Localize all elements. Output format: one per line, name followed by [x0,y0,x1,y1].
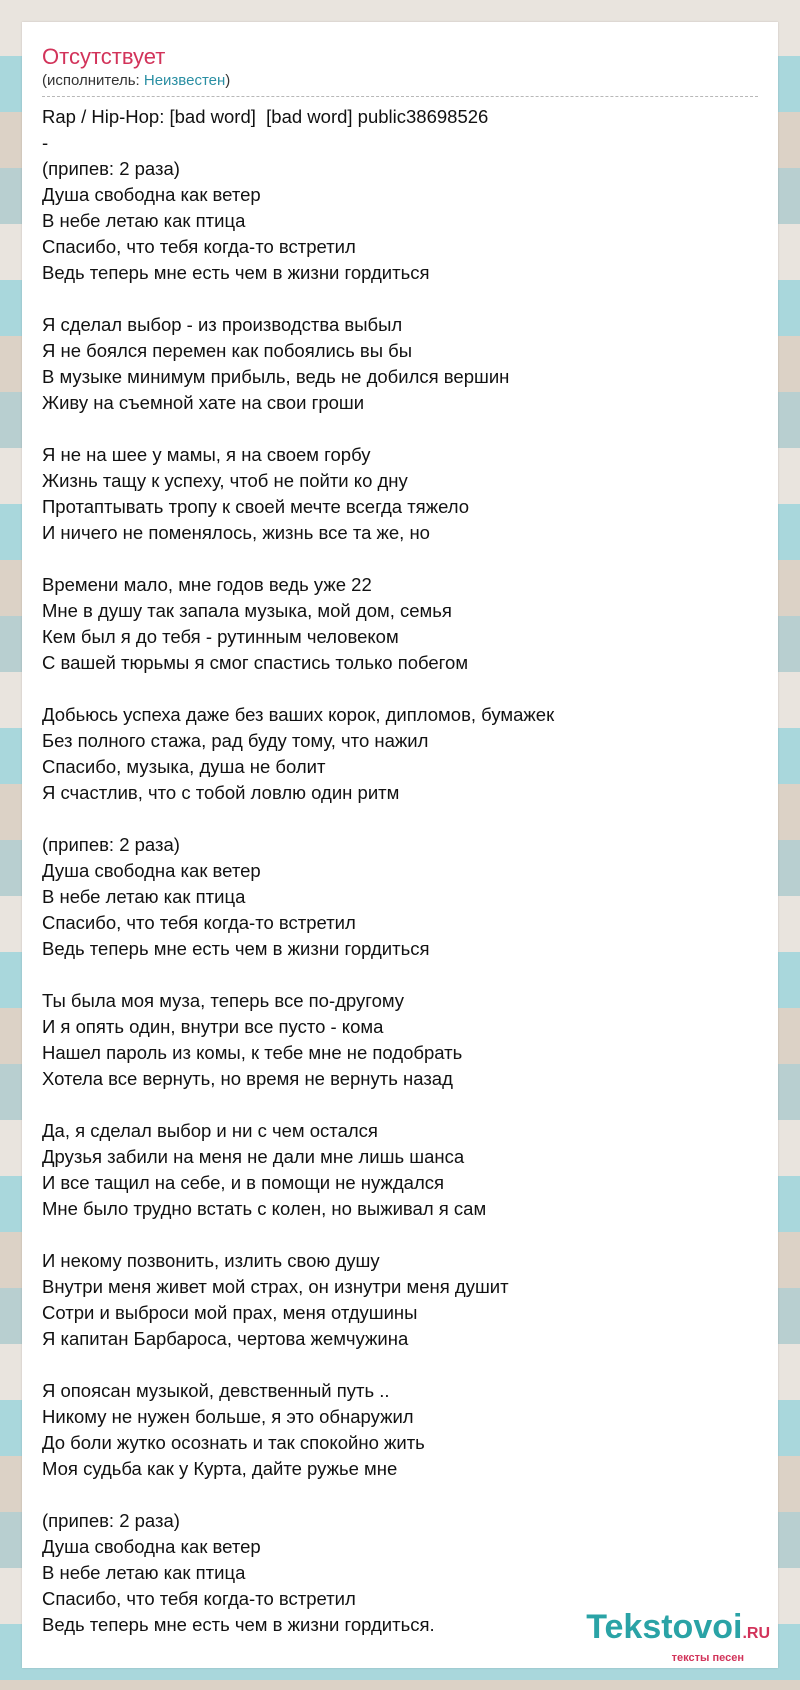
lyric-line: В небе летаю как птица [42,1562,246,1583]
lyric-line: Я сделал выбор - из производства выбыл [42,314,403,335]
lyric-line: Мне в душу так запала музыка, мой дом, семья [42,600,452,621]
lyric-line: Ведь теперь мне есть чем в жизни гордиться. [42,1614,435,1635]
stanza-break [42,286,758,312]
lyric-line: Живу на съемной хате на свои гроши [42,392,365,413]
lyric-line: Ты была моя муза, теперь все по-другому [42,990,405,1011]
byline-suffix: ) [225,72,231,89]
lyric-line: Внутри меня живет мой страх, он изнутри меня душит [42,1276,509,1297]
lyric-line: Нашел пароль из комы, к тебе мне не подобрать [42,1042,463,1063]
lyric-line: Кем был я до тебя - рутинным человеком [42,626,399,647]
lyric-line: В небе летаю как птица [42,210,246,231]
stanza-break [42,962,758,988]
lyric-line: В музыке минимум прибыль, ведь не добился вершин [42,366,510,387]
logo-tagline: тексты песен [671,1652,744,1664]
lyric-line: Спасибо, что тебя когда-то встретил [42,1588,356,1609]
lyric-line: Добьюсь успеха даже без ваших корок, дипломов, бумажек [42,704,555,725]
lyric-line: (припев: 2 раза) [42,1510,180,1531]
lyric-line: Да, я сделал выбор и ни с чем остался [42,1120,378,1141]
stanza-break [42,1222,758,1248]
site-logo[interactable] [586,1609,770,1664]
lyric-line: Протаптывать тропу к своей мечте всегда тяжело [42,496,470,517]
logo-name: Tekstovoi [586,1608,743,1646]
lyrics-text [42,104,758,1638]
stanza-break [42,1092,758,1118]
lyric-line: Без полного стажа, рад буду тому, что нажил [42,730,429,751]
lyric-line: Спасибо, музыка, душа не болит [42,756,326,777]
lyric-line: Мне было трудно встать с колен, но выживал я сам [42,1198,487,1219]
lyric-line: Душа свободна как ветер [42,860,261,881]
lyric-line: Сотри и выброси мой прах, меня отдушины [42,1302,418,1323]
lyric-line: И ничего не поменялось, жизнь все та же, но [42,522,430,543]
lyric-line: В небе летаю как птица [42,886,246,907]
lyric-line: До боли жутко осознать и так спокойно жить [42,1432,425,1453]
lyrics-card [22,22,778,1668]
stanza-break [42,416,758,442]
lyric-line: Ведь теперь мне есть чем в жизни гордиться [42,938,430,959]
song-header [42,42,758,97]
lyric-line: Я не боялся перемен как побоялись вы бы [42,340,413,361]
lyric-line: Жизнь тащу к успеху, чтоб не пойти ко дну [42,470,408,491]
logo-tld: .RU [742,1625,770,1642]
lyric-line: Я счастлив, что с тобой ловлю один ритм [42,782,400,803]
stanza-break [42,546,758,572]
lyric-line: Я не на шее у мамы, я на своем горбу [42,444,371,465]
song-title: Отсутствует [42,44,166,69]
lyric-line: Rap / Hip-Hop: [bad word] [bad word] public38698526 [42,106,489,127]
lyric-line: Спасибо, что тебя когда-то встретил [42,236,356,257]
stanza-break [42,676,758,702]
lyric-line: (припев: 2 раза) [42,834,180,855]
lyric-line: Я опоясан музыкой, девственный путь .. [42,1380,390,1401]
lyric-line: Времени мало, мне годов ведь уже 22 [42,574,372,595]
stanza-break [42,1352,758,1378]
lyric-line: И все тащил на себе, и в помощи не нуждался [42,1172,445,1193]
lyric-line: (припев: 2 раза) [42,158,180,179]
lyric-line: Ведь теперь мне есть чем в жизни гордиться [42,262,430,283]
artist-link[interactable]: Неизвестен [143,72,226,89]
lyric-line: Никому не нужен больше, я это обнаружил [42,1406,414,1427]
byline-prefix: (исполнитель: [42,72,144,89]
lyric-line: Друзья забили на меня не дали мне лишь шанса [42,1146,465,1167]
stanza-break [42,806,758,832]
lyric-line: Хотела все вернуть, но время не вернуть назад [42,1068,453,1089]
lyric-line: Моя судьба как у Курта, дайте ружье мне [42,1458,398,1479]
lyric-line: Я капитан Барбароса, чертова жемчужина [42,1328,409,1349]
lyric-line: С вашей тюрьмы я смог спастись только побегом [42,652,469,673]
artist-byline [42,72,758,90]
stanza-break [42,1482,758,1508]
lyric-line: Спасибо, что тебя когда-то встретил [42,912,356,933]
lyric-line: И я опять один, внутри все пусто - кома [42,1016,384,1037]
lyric-line: Душа свободна как ветер [42,1536,261,1557]
lyric-line: - [42,132,49,153]
lyric-line: И некому позвонить, излить свою душу [42,1250,380,1271]
lyric-line: Душа свободна как ветер [42,184,261,205]
